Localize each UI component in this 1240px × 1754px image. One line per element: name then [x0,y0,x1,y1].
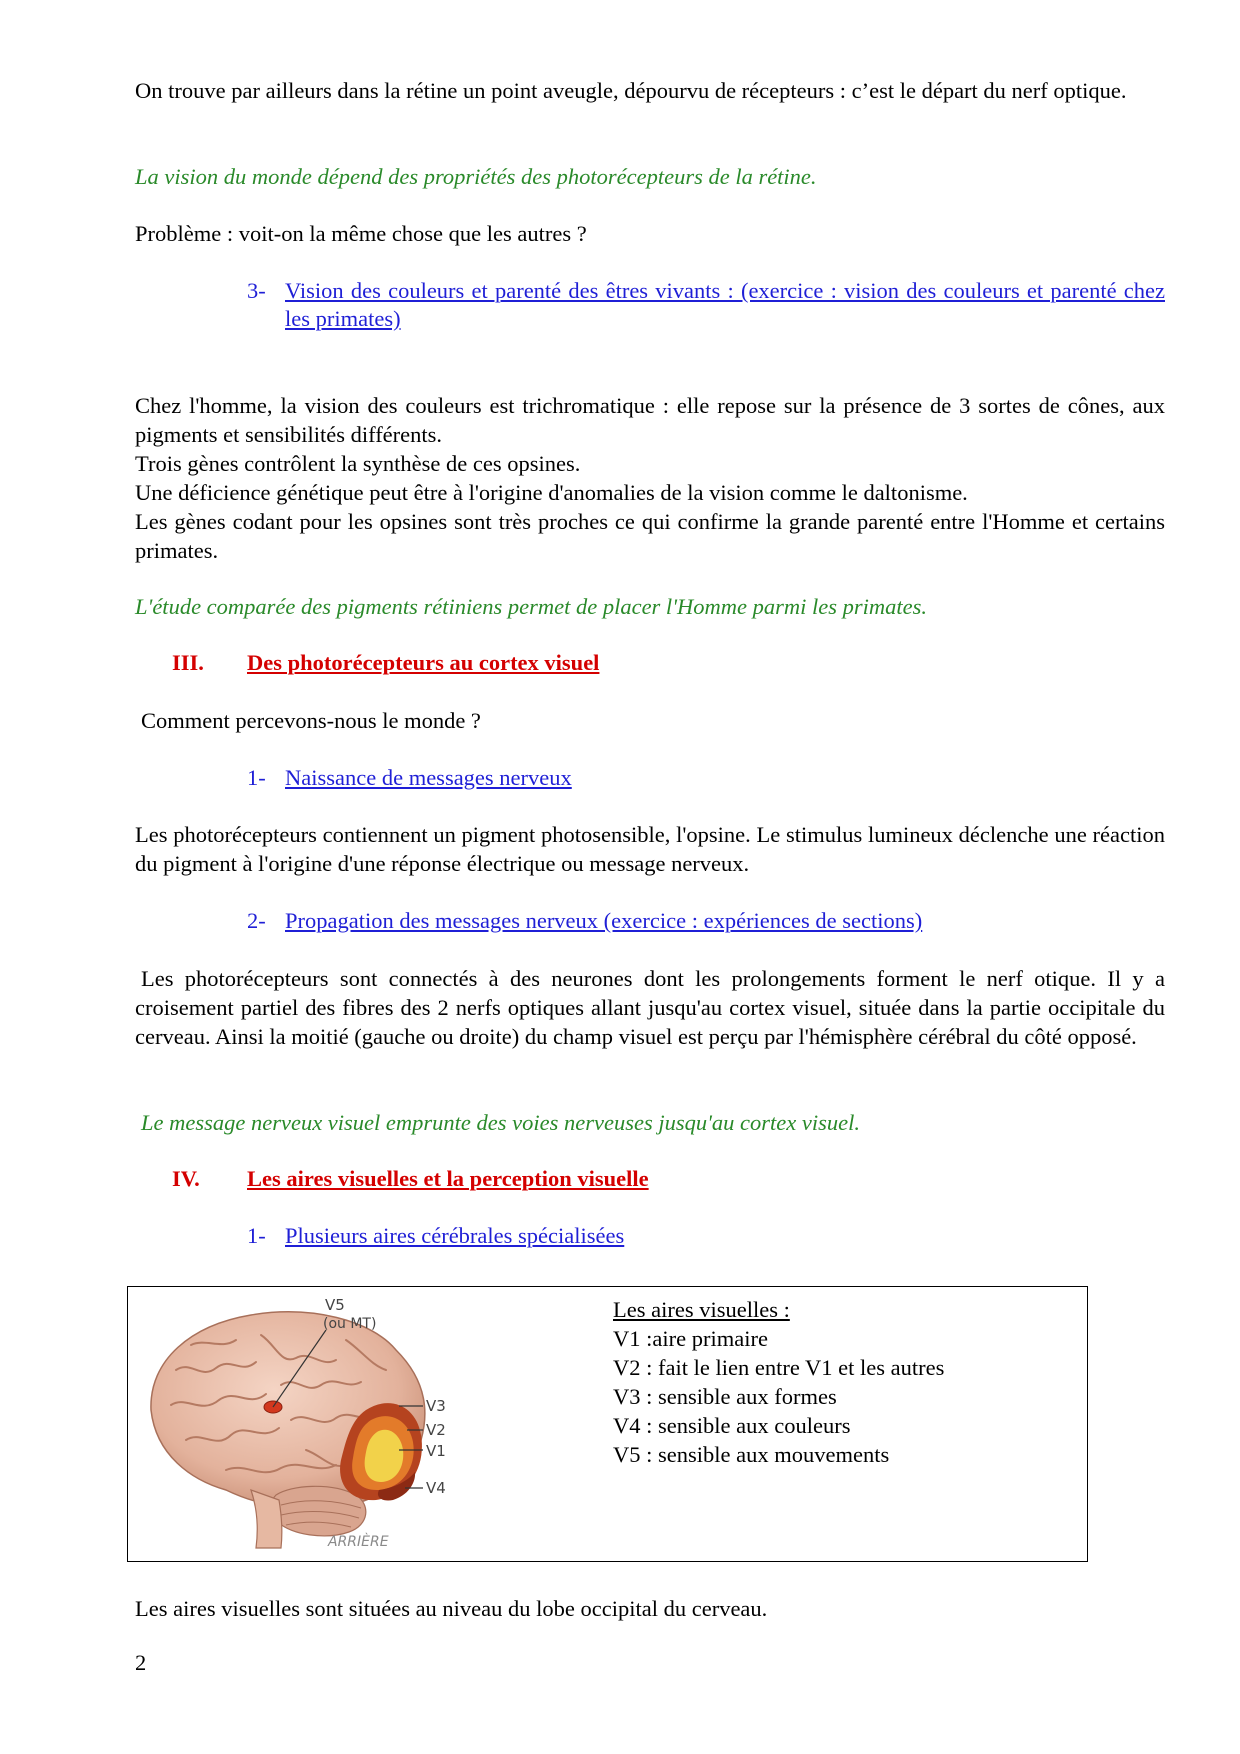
legend-item: V2 : fait le lien entre V1 et les autres [613,1355,945,1380]
text-line: Trois gènes contrôlent la synthèse de ces opsines. [135,451,581,476]
label-v1: V1 [426,1442,446,1460]
subsection-color-vision [247,277,1165,333]
subsection-title: Vision des couleurs et parenté des êtres vivants : (exercice : vision des couleurs et parenté chez les primates) [285,278,1165,331]
legend-item: V1 :aire primaire [613,1326,768,1351]
brain-illustration [131,1290,601,1558]
visual-areas-figure [127,1286,1088,1562]
label-v4: V4 [426,1479,446,1497]
paragraph-opsin: Les photorécepteurs contiennent un pigment photosensible, l'opsine. Le stimulus lumineux déclenche une réaction du pigment à l'origine d'une réponse électrique ou message nerveux. [135,822,1165,876]
text-line: Les gènes codant pour les opsines sont très proches ce qui confirme la grande parenté entre l'Homme et certains primates. [135,509,1165,563]
visual-areas-legend [613,1295,944,1469]
legend-item: V5 : sensible aux mouvements [613,1442,890,1467]
conclusion-photoreceptors: La vision du monde dépend des propriétés des photorécepteurs de la rétine. [135,164,817,189]
subsection-specialized-areas [247,1222,1165,1250]
text-line: Chez l'homme, la vision des couleurs est trichromatique : elle repose sur la présence de 3 sortes de cônes, aux pigments et sensibilités différents. [135,393,1165,447]
page-number: 2 [135,1650,147,1675]
subsection-number: 1- [247,1223,266,1248]
paragraph-optic-nerves: Les photorécepteurs sont connectés à des neurones dont les prolongements forment le nerf otique. Il y a croisement partiel des fibres des 2 nerfs optiques allant jusqu'au cortex visuel, située dans la partie occipitale du cerveau. Ainsi la moitié (gauche ou droite) du champ visuel est perçu par l'hémisphère cérébral du côté opposé. [135,966,1165,1049]
question-perception: Comment percevons-nous le monde ? [141,708,481,733]
label-back: ARRIÈRE [328,1534,389,1550]
subsection-title: Naissance de messages nerveux [285,765,572,790]
legend-item: V4 : sensible aux couleurs [613,1413,851,1438]
label-mt: (ou MT) [323,1316,377,1332]
section-number: III. [172,650,204,675]
subsection-nerve-messages [247,764,1165,792]
conclusion-visual-pathway: Le message nerveux visuel emprunte des voies nerveuses jusqu'au cortex visuel. [141,1110,860,1135]
section-title: Des photorécepteurs au cortex visuel [247,650,600,675]
legend-item: V3 : sensible aux formes [613,1384,837,1409]
subsection-number: 2- [247,908,266,933]
subsection-number: 3- [247,278,266,303]
paragraph-trichromatic [135,391,1165,565]
legend-title: Les aires visuelles : [613,1297,790,1322]
subsection-number: 1- [247,765,266,790]
section-number: IV. [172,1166,200,1191]
subsection-propagation [247,907,1165,935]
subsection-title: Propagation des messages nerveux (exercice : expériences de sections) [285,908,923,933]
section-title: Les aires visuelles et la perception visuelle [247,1166,649,1191]
subsection-title: Plusieurs aires cérébrales spécialisées [285,1223,625,1248]
label-v5: V5 [325,1296,345,1314]
text-line: Une déficience génétique peut être à l'origine d'anomalies de la vision comme le daltonisme. [135,480,968,505]
conclusion-pigments: L'étude comparée des pigments rétiniens permet de placer l'Homme parmi les primates. [135,594,927,619]
paragraph-occipital-lobe: Les aires visuelles sont situées au niveau du lobe occipital du cerveau. [135,1596,768,1621]
label-v3: V3 [426,1397,446,1415]
problem-question: Problème : voit-on la même chose que les autres ? [135,221,587,246]
label-v2: V2 [426,1421,446,1439]
paragraph-blind-spot: On trouve par ailleurs dans la rétine un point aveugle, dépourvu de récepteurs : c’est le départ du nerf optique. [135,78,1127,103]
